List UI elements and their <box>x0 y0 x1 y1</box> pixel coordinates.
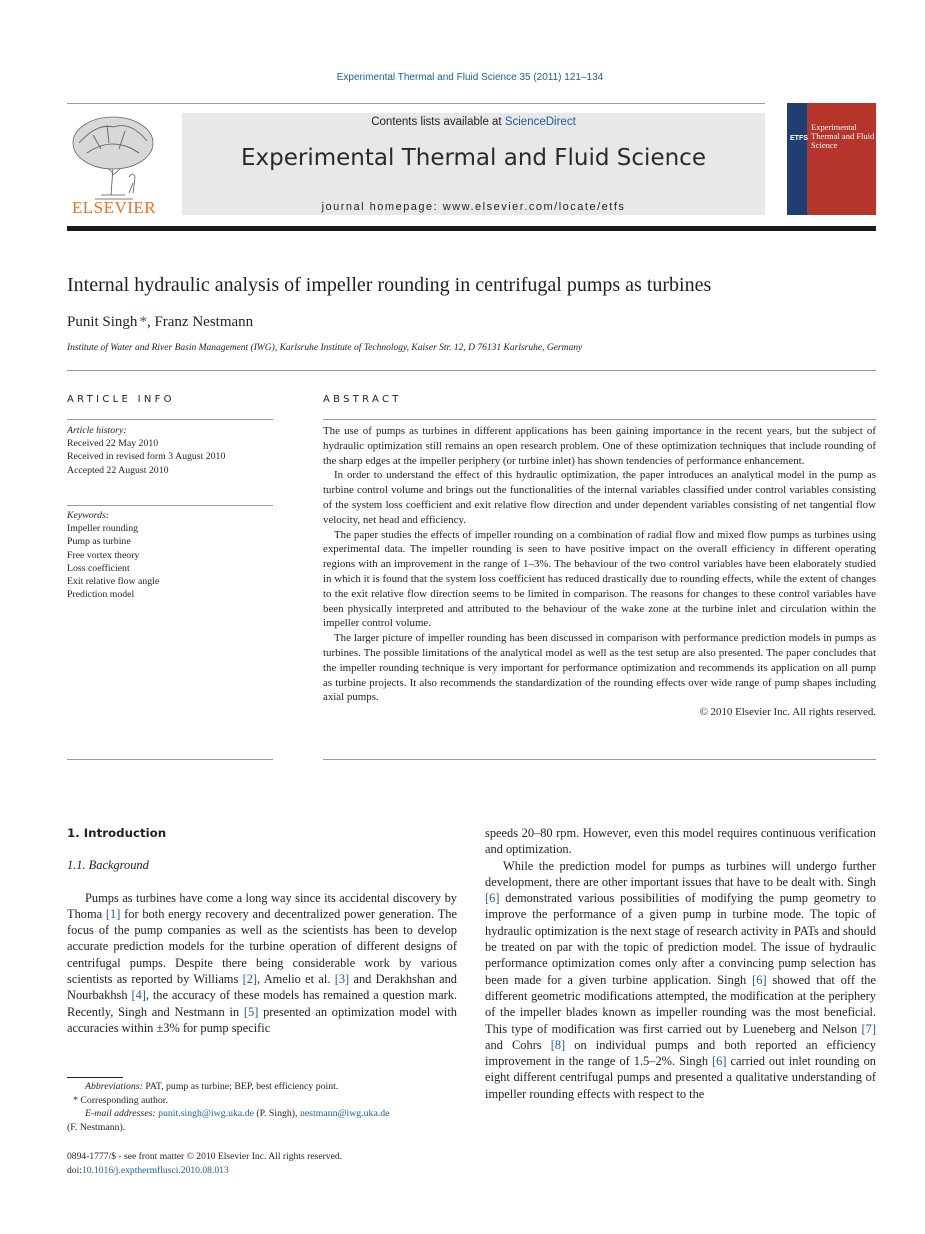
corresponding-author-mark[interactable]: * <box>139 314 147 330</box>
article-history <box>67 424 273 477</box>
doi-link[interactable]: 10.1016/j.expthermflusci.2010.08.013 <box>81 1164 229 1176</box>
subsection-heading: 1.1. Background <box>67 858 149 873</box>
abbreviations-footnote: Abbreviations: PAT, pump as turbine; BEP, best efficiency point. <box>85 1081 339 1092</box>
history-label: Article history: <box>67 425 127 436</box>
keywords <box>67 509 273 601</box>
keyword: Free vortex theory <box>67 549 140 561</box>
reference-link[interactable]: [6] <box>485 891 500 906</box>
accepted-date: Accepted 22 August 2010 <box>67 464 169 476</box>
issn-line: 0894-1777/$ - see front matter © 2010 Elsevier Inc. All rights reserved. <box>67 1151 343 1162</box>
section-heading: 1. Introduction <box>67 826 167 840</box>
body-paragraph: speeds 20–80 rpm. However, even this model requires continuous verification and optimization. <box>485 826 876 857</box>
reference-link[interactable]: [6] <box>712 1054 727 1069</box>
keywords-rule <box>67 505 273 506</box>
journal-citation[interactable]: Experimental Thermal and Fluid Science 35 (2011) 121–134 <box>336 72 604 83</box>
abstract-rule <box>323 419 876 420</box>
email-footnote-cont: (F. Nestmann). <box>67 1121 126 1133</box>
keyword: Pump as turbine <box>67 536 131 548</box>
abstract-heading: ABSTRACT <box>323 394 402 405</box>
abstract-paragraph: In order to understand the effect of this hydraulic optimization, the paper introduces an analytical model in the pump as turbine control volume and brings out the functionalities of the internal variables classified under control variables consisting of the system loss coefficient and exit relative flow direction and under dependent variables consisting of net tangential flow velocity, net head and efficiency. <box>323 469 876 526</box>
cover-abbrev: ETFS <box>790 135 808 142</box>
revised-date: Received in revised form 3 August 2010 <box>67 451 226 463</box>
reference-link[interactable]: [8] <box>550 1037 566 1052</box>
author-1: Punit Singh <box>67 314 138 330</box>
doi-line: doi:10.1016/j.expthermflusci.2010.08.013 <box>67 1164 229 1176</box>
footnotes <box>67 1080 457 1134</box>
footnote-rule <box>67 1077 123 1078</box>
body-paragraph: While the prediction model for pumps as turbines will undergo further development, there are other important issues that have to be dealt with. Singh [6] demonstrated various possibilities of modifying the pump geometry to improve the performance of a given pump in turbine mode. The topic of hydraulic optimization is the next stage of research activity in PATs and should be treated on par with the topic of prediction model. The issue of hydraulic performance optimization comes only after a convincing pump selection has been made for a given turbine application. Singh [6] showed that off the different geometric modifications attempted, the modification at the periphery of the impeller blades known as impeller rounding was the most beneficial. This type of modification was first carried out by Lueneberg and Nelson [7] and Cohrs [8] on individual pumps and both reported an efficiency improvement in the range of 1.5–2%. Singh [6] carried out inlet rounding on eight different centrifugal pumps and presented a qualitative understanding of impeller rounding effects with respect to the <box>485 858 876 1101</box>
header-top-rule <box>67 103 765 104</box>
title-bottom-rule <box>67 370 876 371</box>
article-meta-footer <box>67 1150 567 1177</box>
journal-title: Experimental Thermal and Fluid Science <box>241 145 706 171</box>
received-date: Received 22 May 2010 <box>67 438 159 450</box>
reference-link[interactable]: [5] <box>243 1004 259 1019</box>
abstract-paragraph: The larger picture of impeller rounding has been discussed in comparison with performance prediction models in pumps as turbines. The possible limitations of the analytical model as well as the test setup are also presented. The paper concludes that the impeller rounding technique is very important for performance optimization and recommends its application on all pump as turbine projects. It also recommends the standardization of the rounding effects over wide range of pump shapes including axial pumps. <box>323 632 876 704</box>
reference-link[interactable]: [1] <box>105 906 121 921</box>
cover-side-strip <box>787 103 807 215</box>
contents-prefix: Contents lists available at <box>371 116 505 128</box>
keyword: Impeller rounding <box>67 523 139 535</box>
author-2: , Franz Nestmann <box>146 314 254 330</box>
keyword: Prediction model <box>67 589 135 601</box>
abstract-bottom-rule <box>323 759 876 760</box>
author-list <box>67 314 253 331</box>
email-link-singh[interactable]: punit.singh@iwg.uka.de <box>158 1108 254 1120</box>
body-column-right <box>485 825 876 1102</box>
body-paragraph: Pumps as turbines have come a long way since its accidental discovery by Thoma [1] for both energy recovery and decentralized power generation. The focus of the pump companies as well as the scientists has been to develop accurate prediction models for the turbine operation of different designs of centrifugal pumps. Despite there being considerable work by various scientists as reported by Williams [2], Amelio et al. [3] and Derakhshan and Nourbakhsh [4], the accuracy of these models has remained a question mark. Recently, Singh and Nestmann in [5] presented an optimization model with accuracies within ±3% for pump specific <box>67 890 458 1035</box>
body-column-left <box>67 825 457 1036</box>
journal-cover-image <box>787 103 876 215</box>
cover-title: Experimental Thermal and Fluid Science <box>811 122 875 150</box>
keyword: Exit relative flow angle <box>67 576 160 588</box>
reference-link[interactable]: [2] <box>242 972 258 987</box>
email-link-nestmann[interactable]: nestmann@iwg.uka.de <box>299 1108 390 1120</box>
abstract-body <box>323 424 876 720</box>
reference-link[interactable]: [3] <box>334 972 350 987</box>
abstract-paragraph: The paper studies the effects of impeller rounding on a combination of radial flow and mixed flow pumps as turbines using experimental data. The impeller rounding is seen to have positive impact on the overall efficiency in different operating regions with an improvement in the range of 1–3%. The behaviour of the two control variables have been elaborately studied in which it is found that the system loss coefficient has reduced drastically due to rounding effects, while the extent of changes to the exit relative flow direction seems to be limited in comparison. The reasons for changes to these control variables have been physically interpreted and attributed to the behaviour of the wake zone at the turbine inlet and circulation within the impeller control volume. <box>323 528 876 630</box>
article-title: Internal hydraulic analysis of impeller rounding in centrifugal pumps as turbines <box>67 274 712 296</box>
reference-link[interactable]: [7] <box>861 1021 876 1036</box>
info-bottom-rule <box>67 759 273 760</box>
journal-homepage-link[interactable]: journal homepage: www.elsevier.com/locate/etfs <box>321 201 626 213</box>
abstract-copyright: © 2010 Elsevier Inc. All rights reserved. <box>699 706 876 719</box>
keywords-label: Keywords: <box>67 510 110 521</box>
masthead-box <box>182 113 765 215</box>
reference-link[interactable]: [4] <box>131 988 146 1003</box>
elsevier-wordmark: ELSEVIER <box>71 198 157 217</box>
email-footnote: E-mail addresses: punit.singh@iwg.uka.de (P. Singh), nestmann@iwg.uka.de <box>85 1108 390 1120</box>
affiliation: Institute of Water and River Basin Management (IWG), Karlsruhe Institute of Technology, Kaiser Str. 12, D 76131 Karlsruhe, Germany <box>67 343 583 353</box>
reference-link[interactable]: [6] <box>752 972 767 987</box>
abstract-paragraph: The use of pumps as turbines in different applications has been gaining importance in the recent years, but the subject of hydraulic optimization still remains an open research problem. One of these optimization techniques that include rounding of the sharp edges at the impeller periphery (or turbine inlet) has shown tendencies of performance enhancement. <box>323 425 876 467</box>
article-info-rule <box>67 419 273 420</box>
corresponding-footnote: * Corresponding author. <box>73 1094 168 1106</box>
header-thick-rule <box>67 226 876 231</box>
article-info-heading: ARTICLE INFO <box>67 394 175 405</box>
sciencedirect-link[interactable]: ScienceDirect <box>504 116 576 128</box>
contents-available-line <box>182 116 765 128</box>
keyword: Loss coefficient <box>67 562 130 574</box>
